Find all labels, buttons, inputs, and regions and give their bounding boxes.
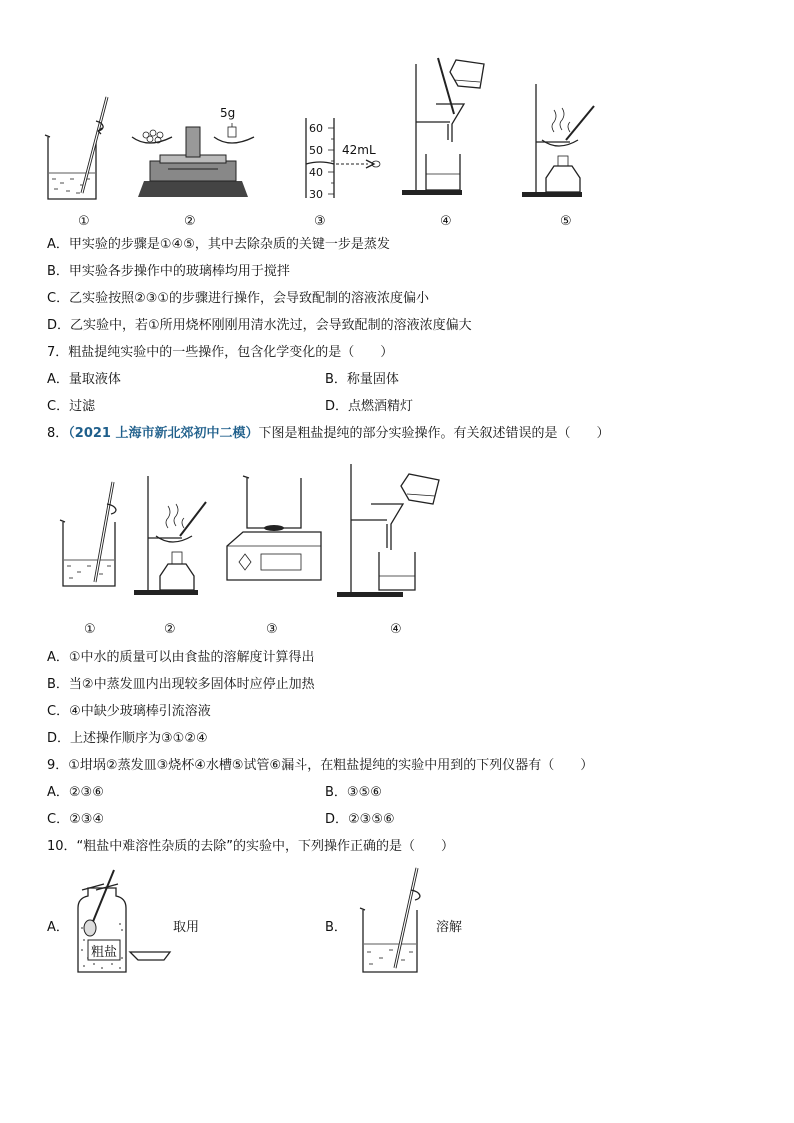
q8-label-3: ③ <box>266 622 278 637</box>
q8-filtration-icon <box>335 460 445 600</box>
q8-label-1: ① <box>84 622 96 637</box>
q10-option-b-letter: B． <box>325 920 347 935</box>
q10-beaker-stirring-icon <box>355 866 435 976</box>
q9-stem: 9．①坩埚②蒸发皿③烧杯④水槽⑤试管⑥漏斗，在粗盐提纯的实验中用到的下列仪器有（ ） <box>47 758 594 773</box>
q8-label-4: ④ <box>390 622 402 637</box>
fig1-label-5: ⑤ <box>560 214 572 229</box>
graduated-cylinder-icon <box>298 118 408 201</box>
q8-number: 8． <box>47 426 69 441</box>
salt-jar-spoon-icon <box>72 868 172 978</box>
q8-beaker-stirring-icon <box>55 482 125 592</box>
q8-label-2: ② <box>164 622 176 637</box>
q9-option-d: D．②③⑤⑥ <box>325 812 395 827</box>
q8-hotplate-icon <box>225 474 325 584</box>
q8-stem <box>47 425 610 443</box>
q7-option-c: C．过滤 <box>47 399 96 414</box>
q6-option-d: D．乙实验中，若①所用烧杯刚刚用清水洗过，会导致配制的溶液浓度偏大 <box>47 318 472 333</box>
filtration-icon <box>398 50 498 200</box>
q7-option-d: D．点燃酒精灯 <box>325 399 414 414</box>
q8-evaporation-icon <box>130 472 220 602</box>
q7-option-a: A．量取液体 <box>47 372 121 387</box>
q9-option-a: A．②③⑥ <box>47 785 104 800</box>
q6-option-a: A．甲实验的步骤是①④⑤，其中去除杂质的关键一步是蒸发 <box>47 237 390 252</box>
fig1-label-1: ① <box>78 214 90 229</box>
q6-option-c: C．乙实验按照②③①的步骤进行操作，会导致配制的溶液浓度偏小 <box>47 291 430 306</box>
q8-option-b: B．当②中蒸发皿内出现较多固体时应停止加热 <box>47 677 315 692</box>
q9-option-b: B．③⑤⑥ <box>325 785 382 800</box>
tick-40: 40 <box>309 166 323 179</box>
balance-mass-text: 5g <box>220 106 236 120</box>
jar-label: 粗盐 <box>91 945 118 960</box>
q8-option-a: A．①中水的质量可以由食盐的溶解度计算得出 <box>47 650 315 665</box>
q7-stem: 7．粗盐提纯实验中的一些操作，包含化学变化的是（ ） <box>47 345 394 360</box>
q6-option-b: B．甲实验各步操作中的玻璃棒均用于搅拌 <box>47 264 290 279</box>
tick-50: 50 <box>309 144 323 157</box>
tick-60: 60 <box>309 122 323 135</box>
tick-30: 30 <box>309 188 323 201</box>
q8-text: 下图是粗盐提纯的部分实验操作。有关叙述错误的是（ ） <box>258 426 610 441</box>
q8-option-d: D．上述操作顺序为③①②④ <box>47 731 208 746</box>
fig1-label-3: ③ <box>314 214 326 229</box>
fig1-label-2: ② <box>184 214 196 229</box>
q10-option-a-letter: A． <box>47 920 69 935</box>
q10-option-a-label: 取用 <box>173 920 200 935</box>
q10-stem: 10．“粗盐中难溶性杂质的去除”的实验中，下列操作正确的是（ ） <box>47 839 455 854</box>
q8-option-c: C．④中缺少玻璃棒引流溶液 <box>47 704 211 719</box>
q10-option-b-label: 溶解 <box>436 920 463 935</box>
beaker-stirring-icon <box>40 95 110 205</box>
q8-source: （2021 上海市新北郊初中二模） <box>68 426 259 441</box>
evaporation-icon <box>518 80 608 200</box>
q7-option-b: B．称量固体 <box>325 372 399 387</box>
balance-icon <box>128 95 258 205</box>
q9-option-c: C．②③④ <box>47 812 105 827</box>
fig1-label-4: ④ <box>440 214 452 229</box>
cylinder-reading-text: 42mL <box>342 143 376 157</box>
